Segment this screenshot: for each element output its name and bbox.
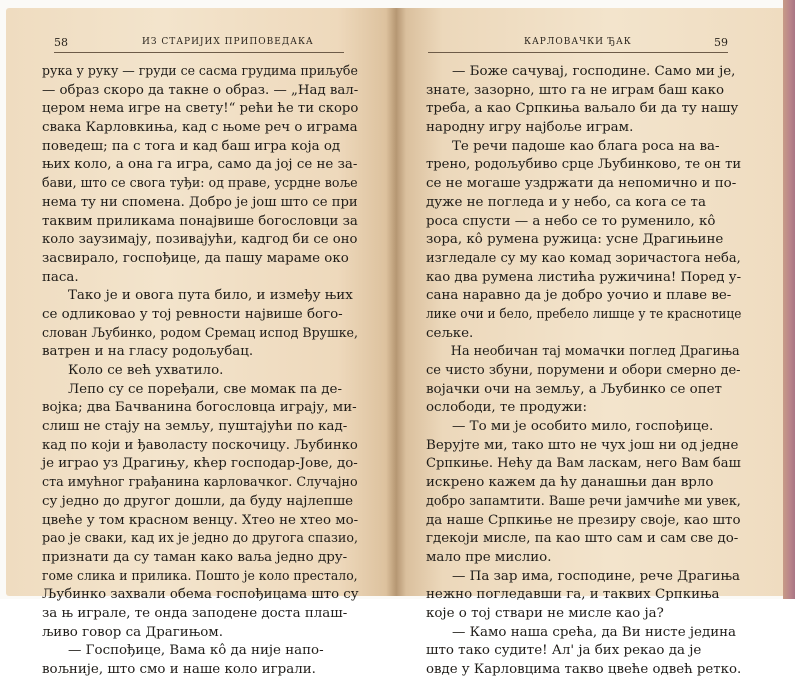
- text-line: рука у руку — груди се сасма грудима приљубе: [42, 64, 358, 79]
- left-page: [6, 8, 396, 677]
- text-line: мало пре мислио.: [426, 549, 552, 565]
- text-line: дуже не погледа и у небо, са кога се та: [426, 194, 706, 210]
- text-line: рао је сваки, кад их је једно до другога спазио,: [42, 531, 359, 547]
- text-line: — Камо наша срећа, да Ви нисте једина: [452, 624, 737, 640]
- right-page-number: 59: [714, 36, 728, 49]
- text-line: лике очи и бело, пребело лишце у те краснотице: [426, 306, 742, 322]
- text-line: ста имућног грађанина карловачког. Случајно: [42, 475, 358, 491]
- text-line: које о тој ствари не мисле као ја?: [426, 605, 664, 621]
- text-line: треба, а као Српкиња ваљало би да ту нашу: [426, 101, 739, 117]
- text-line: — Госпођице, Вама кô да није напо-: [68, 643, 324, 659]
- text-line: признати да су таман како ваља једно дру-: [42, 549, 348, 565]
- text-line: цером нема игре на свету!“ рећи ће ти скоро: [42, 101, 359, 117]
- left-text-block: [42, 63, 358, 680]
- text-line: што тако судите! Ал' ја бих рекао да је: [426, 643, 702, 659]
- text-line: Лепо су се поређали, све момак па де-: [68, 381, 342, 397]
- text-line: свака Карловкиња, кад с њоме реч о играма: [42, 120, 358, 136]
- text-line: трено, родољубиво срце Љубинково, те он ти: [426, 157, 742, 173]
- text-line: гоме слика и прилика. Пошто је коло престало,: [42, 568, 358, 584]
- text-line: се чисто збуни, порумени и обори смерно де-: [426, 363, 741, 378]
- cover-edge: [783, 0, 795, 599]
- text-line: — То ми је особито мило, госпођице.: [452, 419, 714, 435]
- text-line: да наше Српкиње не презиру своје, као што: [426, 512, 741, 528]
- text-line: нема ту ни спомена. Добро је још што се при: [42, 194, 358, 210]
- text-line: као два румена листића ружичина! Поред у-: [426, 269, 742, 285]
- text-line: су једно до другог дошли, да буду најлепше: [42, 493, 354, 509]
- text-line: — Боже сачувај, господине. Само ми је,: [452, 64, 736, 79]
- text-line: кад по који и ђаволасту поскочицу. Љубинко: [42, 437, 358, 453]
- right-page: [396, 8, 785, 677]
- text-line: — Па зар има, господине, рече Драгиња: [452, 568, 741, 584]
- text-line: вољније, што смо и наше коло играли.: [42, 662, 316, 677]
- text-line: слиш не стају на земљу, пуштајући по кад-: [42, 419, 348, 435]
- text-line: за њ играле, те онда заподене доста плаш-: [42, 605, 348, 621]
- text-line: добро запамтити. Ваше речи јамчиће ми увек,: [426, 493, 741, 509]
- text-line: бави, што се свога туђи: од праве, усрдне воље: [42, 176, 358, 192]
- text-line: засвирало, госпођице, да пашу мараме око: [42, 250, 349, 266]
- text-line: ватрен и на гласу родољубац.: [42, 344, 254, 360]
- text-line: Верујте ми, тако што не чух још ни од једне: [426, 437, 739, 453]
- text-line: војачки очи на земљу, а Љубинко се опет: [426, 381, 722, 397]
- left-running-title: ИЗ СТАРИЈИХ ПРИПОВЕДАКА: [142, 37, 314, 47]
- text-line: знате, зазорно, што га не играм баш како: [426, 82, 725, 98]
- text-line: таквим приликама понајвише богословци за: [42, 213, 358, 229]
- right-running-title: КАРЛОВАЧКИ ЂАК: [524, 37, 632, 47]
- book-gutter: [386, 8, 406, 596]
- right-running-head: [428, 36, 728, 53]
- text-line: поведеш; па с тога и кад баш игра која од: [42, 138, 341, 154]
- text-line: Коло се већ ухватило.: [68, 363, 224, 378]
- text-line: паса.: [42, 269, 79, 285]
- left-page-number: 58: [54, 36, 68, 49]
- text-line: нежно погледавши га, и таквих Српкиња: [426, 587, 720, 603]
- text-line: сељке.: [426, 325, 474, 341]
- text-line: На необичан тај момачки поглед Драгиња: [450, 344, 740, 360]
- text-line: — образ скоро да такне о образ. — „Над вал-: [42, 82, 359, 98]
- text-line: роса спусти — а небо се то руменило, кô: [426, 213, 716, 229]
- text-line: цвеће у том красном венцу. Хтео не хтео мо-: [42, 512, 359, 528]
- text-line: љиво говор са Драгињом.: [42, 624, 223, 640]
- text-line: народну игру најбоље играм.: [426, 120, 634, 136]
- text-line: ослободи, те продужи:: [426, 400, 587, 416]
- text-line: Љубинко захвали обема госпођицама што су: [42, 587, 359, 603]
- text-line: зора, кô румена ружица: усне Драгињине: [426, 232, 724, 248]
- text-line: Тако је и овога пута било, и између њих: [68, 288, 353, 304]
- text-line: се одликовао у тој ревности највише бого-: [42, 306, 343, 322]
- text-line: Те речи падоше као блага роса на ва-: [452, 138, 720, 154]
- text-line: војка; два Бачванина богословца играју, ми-: [42, 400, 357, 416]
- text-line: коло заузимају, позивајући, кадгод би се оно: [42, 232, 358, 248]
- right-text-block: [426, 63, 741, 680]
- text-line: овде у Карловцима такво цвеће одвећ ретко.: [426, 662, 742, 677]
- text-line: Српкиње. Нећу да Вам ласкам, него Вам баш: [426, 456, 741, 472]
- text-line: искрено кажем да ћу данашњи дан врло: [426, 475, 714, 491]
- text-line: изгледале су му као комад зоричастога неба,: [426, 250, 741, 266]
- text-line: слован Љубинко, родом Сремац испод Врушке,: [42, 325, 358, 341]
- left-running-head: [54, 36, 344, 53]
- text-line: сана наравно да је добро уочио и плаве ве-: [426, 288, 732, 304]
- text-line: њих коло, а она га игра, само да јој се не за-: [42, 157, 358, 173]
- text-line: гдекоји мисле, па као што сам и сам све до-: [426, 531, 739, 547]
- text-line: је играо уз Драгињу, кћер господар-Јове, до-: [42, 456, 358, 472]
- text-line: се не могаше уздржати да непомично и по-: [426, 176, 737, 192]
